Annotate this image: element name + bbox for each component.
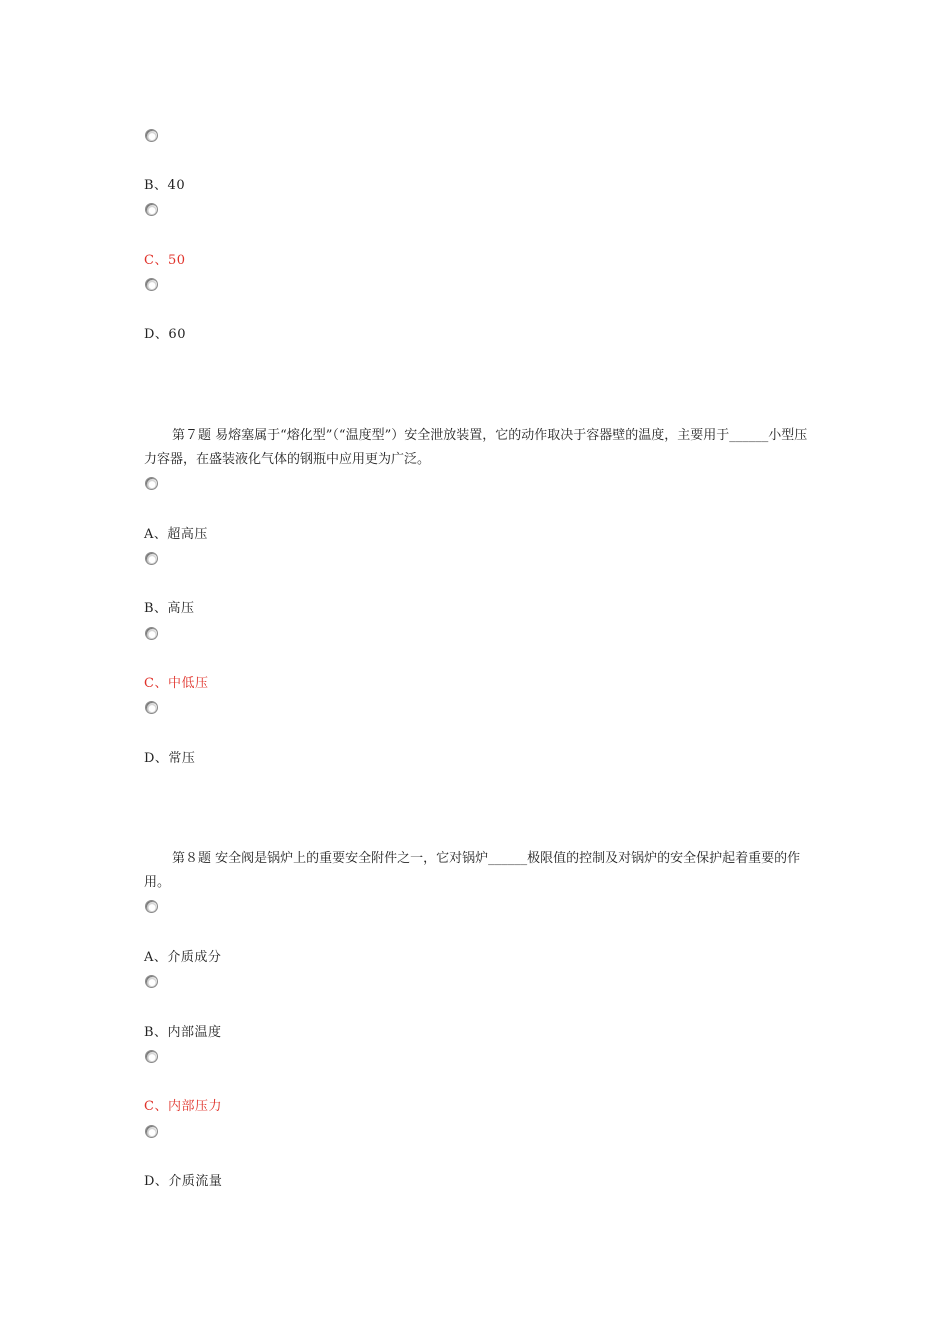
radio-button-icon[interactable] [145, 701, 158, 714]
radio-button-icon[interactable] [145, 900, 158, 913]
option-label-correct: C、中低压 [144, 676, 209, 691]
option-label-correct: C、内部压力 [144, 1099, 222, 1114]
radio-button-icon[interactable] [145, 278, 158, 291]
radio-button-icon[interactable] [145, 552, 158, 565]
option-label: B、40 [144, 178, 186, 193]
option-label: D、常压 [144, 751, 196, 766]
option-label: B、内部温度 [144, 1025, 222, 1040]
radio-button-icon[interactable] [145, 477, 158, 490]
radio-button-icon[interactable] [145, 975, 158, 988]
option-label: A、超高压 [144, 527, 208, 542]
option-label: D、60 [144, 327, 186, 342]
question-text: 第８题 安全阀是锅炉上的重要安全附件之一，它对锅炉______极限值的控制及对锅炉的安全保护起着重要的作用。 [144, 851, 801, 890]
question-text: 第７题 易熔塞属于“熔化型”（“温度型”）安全泄放装置，它的动作取决于容器壁的温度，主要用于______小型压力容器，在盛装液化气体的钢瓶中应用更为广泛。 [144, 428, 808, 467]
radio-button-icon[interactable] [145, 203, 158, 216]
radio-button-icon[interactable] [145, 1125, 158, 1138]
radio-button-icon[interactable] [145, 627, 158, 640]
option-label: D、介质流量 [144, 1174, 223, 1189]
option-label-correct: C、50 [144, 253, 186, 268]
option-label: A、介质成分 [144, 950, 222, 965]
radio-button-icon[interactable] [145, 1050, 158, 1063]
radio-button-icon[interactable] [145, 129, 158, 142]
option-label: B、高压 [144, 601, 195, 616]
